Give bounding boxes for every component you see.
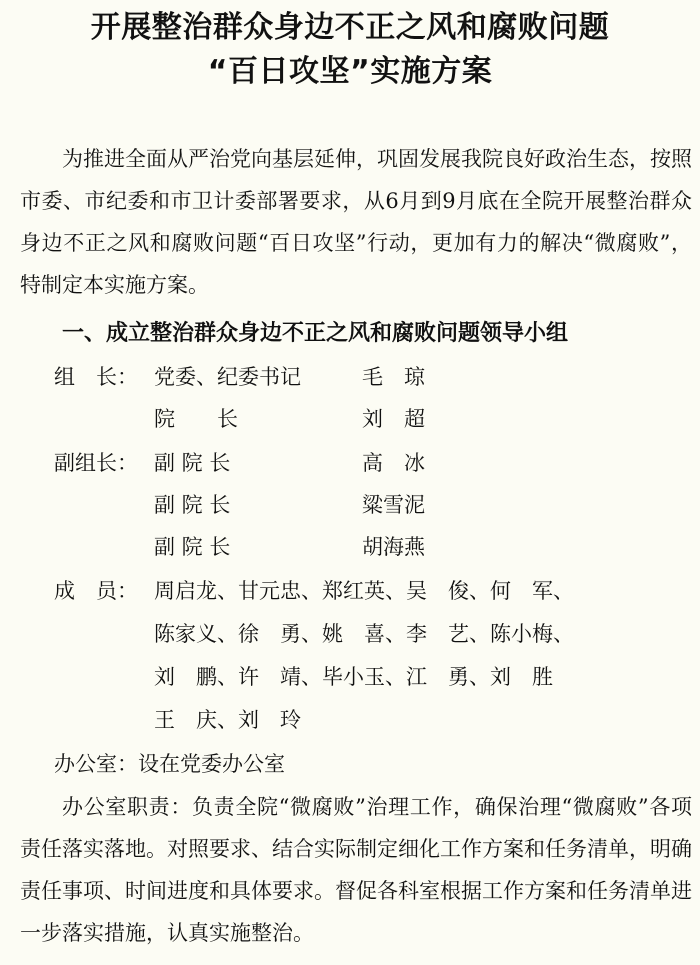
intro-paragraph: 为推进全面从严治党向基层延伸，巩固发展我院良好政治生态，按照市委、市纪委和市卫计委部署要求，从6月到9月底在全院开展整治群众身边不正之风和腐败问题“百日攻坚”行动，更加有力的解决“微腐败”，特制定本实施方案。 [20, 147, 692, 297]
members-line: 陈家义、徐 勇、姚 喜、李 艺、陈小梅、 [154, 622, 574, 646]
leader-position: 副 院 长 [154, 535, 231, 559]
leader-position: 副 院 长 [154, 451, 231, 475]
leader-name: 粱雪泥 [362, 493, 425, 517]
leader-name: 高 冰 [362, 451, 425, 475]
members-line: 王 庆、刘 玲 [154, 708, 301, 732]
leader-role-label: 副组长： [54, 451, 138, 475]
leader-position: 党委、纪委书记 [154, 365, 301, 389]
office-duties-paragraph: 办公室职责：负责全院“微腐败”治理工作，确保治理“微腐败”各项责任落实落地。对照要求、结合实际制定细化工作方案和任务清单，明确责任事项、时间进度和具体要求。督促各科室根据工作方案和任务清单进一步落实措施，认真实施整治。 [20, 795, 692, 945]
section-heading-leadership-group: 一、成立整治群众身边不正之风和腐败问题领导小组 [62, 321, 569, 346]
leader-role-label: 组 长： [54, 365, 138, 389]
leader-position: 副 院 长 [154, 493, 231, 517]
document-title-line-2: “百日攻坚”实施方案 [207, 54, 493, 89]
leader-name: 毛 琼 [362, 365, 425, 389]
office-line: 办公室：设在党委办公室 [54, 752, 285, 776]
leader-position: 院 长 [154, 407, 238, 431]
members-line: 刘 鹏、许 靖、毕小玉、江 勇、刘 胜 [154, 665, 553, 689]
members-label: 成 员： [54, 579, 138, 603]
leader-name: 胡海燕 [362, 535, 425, 559]
members-line: 周启龙、甘元忠、郑红英、吴 俊、何 军、 [154, 579, 574, 603]
leader-name: 刘 超 [362, 407, 425, 431]
document-title-line-1: 开展整治群众身边不正之风和腐败问题 [90, 10, 610, 45]
